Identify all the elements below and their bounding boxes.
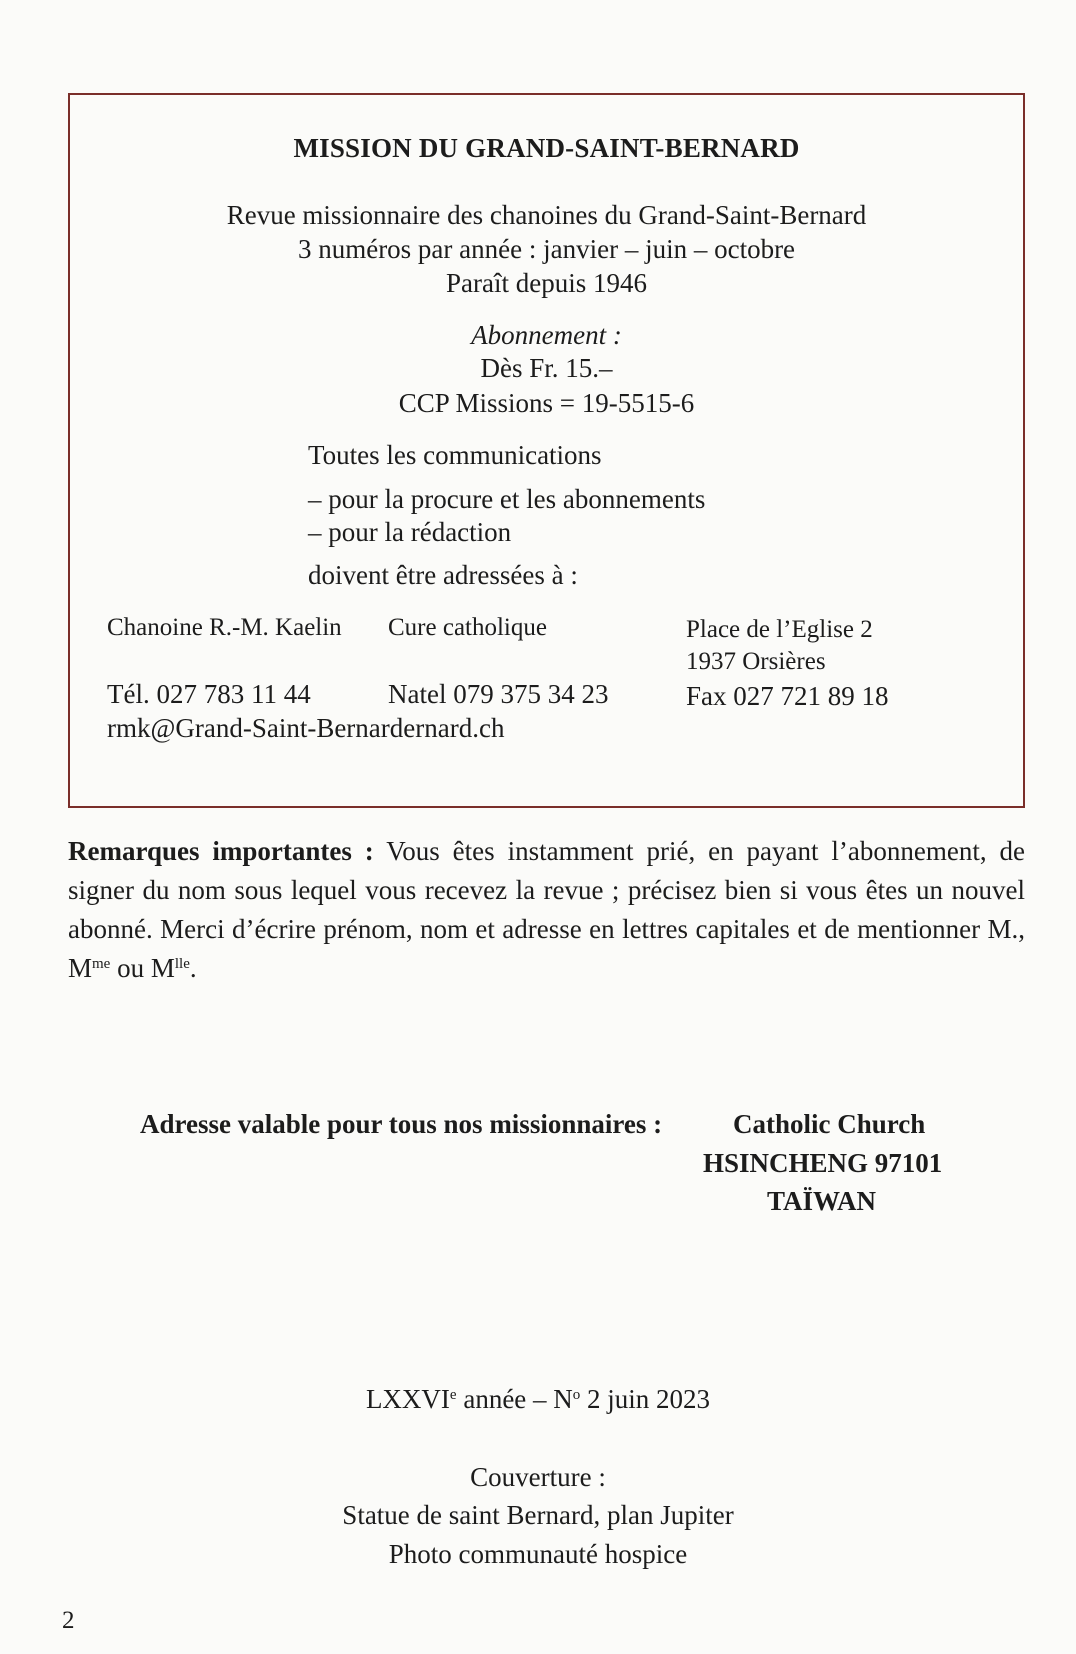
communications-item-procure: – pour la procure et les abonnements: [308, 484, 706, 514]
remarks-end: .: [189, 953, 197, 983]
contact-fax: Fax 027 721 89 18: [686, 681, 889, 711]
address-line-country: TAÏWAN: [767, 1186, 877, 1216]
page-number: 2: [62, 1607, 75, 1634]
masthead-box: [68, 93, 1025, 808]
contact-email: rmk@Grand-Saint-Bernardernard.ch: [107, 713, 505, 743]
issue-roman: LXXVI: [365, 1384, 450, 1414]
remarks-paragraph: [68, 832, 1025, 988]
contact-institution: Cure catholique: [388, 614, 547, 641]
contact-city: 1937 Orsières: [686, 648, 826, 675]
masthead-title: MISSION DU GRAND-SAINT-BERNARD: [293, 133, 800, 163]
remarks-mid: ou M: [110, 953, 175, 983]
communications-intro: Toutes les communications: [308, 440, 602, 470]
cover-label: Couverture :: [470, 1462, 606, 1492]
subscription-price: Dès Fr. 15.–: [480, 353, 613, 383]
masthead-subtitle: Revue missionnaire des chanoines du Grand-Saint-Bernard: [226, 200, 867, 230]
publication-since: Paraît depuis 1946: [446, 268, 647, 298]
remarks-text: Vous êtes instamment prié, en payant l’abonnement, de signer du nom sous lequel vous recevez la revue ; précisez bien si vous êtes un nouvel abonné. Merci d’écrire prénom, nom et adresse en lettres capitales et de mentionner M., M: [68, 836, 1026, 983]
remarks-sup-mme: me: [92, 956, 111, 972]
contact-name: Chanoine R.-M. Kaelin: [107, 614, 342, 641]
ccp-account: CCP Missions = 19-5515-6: [398, 388, 695, 418]
remarks-sup-mlle: lle: [174, 956, 190, 972]
issue-date: 2 juin 2023: [580, 1384, 711, 1414]
publication-frequency: 3 numéros par année : janvier – juin – octobre: [297, 234, 796, 264]
contact-natel: Natel 079 375 34 23: [388, 679, 609, 709]
contact-street: Place de l’Eglise 2: [686, 616, 873, 643]
subscription-label: Abonnement :: [471, 320, 622, 350]
communications-outro: doivent être adressées à :: [308, 560, 578, 590]
issue-sup-o: o: [572, 1387, 581, 1403]
issue-annee: année – N: [456, 1384, 573, 1414]
contact-tel: Tél. 027 783 11 44: [107, 679, 311, 709]
address-line-church: Catholic Church: [733, 1109, 926, 1139]
address-label: Adresse valable pour tous nos missionnaires :: [140, 1109, 663, 1139]
communications-item-redaction: – pour la rédaction: [308, 517, 512, 547]
issue-line: [0, 1384, 1076, 1415]
cover-line-photo: Photo communauté hospice: [388, 1539, 688, 1569]
issue-sup-e: e: [449, 1387, 457, 1403]
remarks-label: Remarques importantes :: [68, 836, 374, 866]
cover-line-statue: Statue de saint Bernard, plan Jupiter: [342, 1500, 734, 1530]
address-line-city: HSINCHENG 97101: [703, 1148, 943, 1178]
